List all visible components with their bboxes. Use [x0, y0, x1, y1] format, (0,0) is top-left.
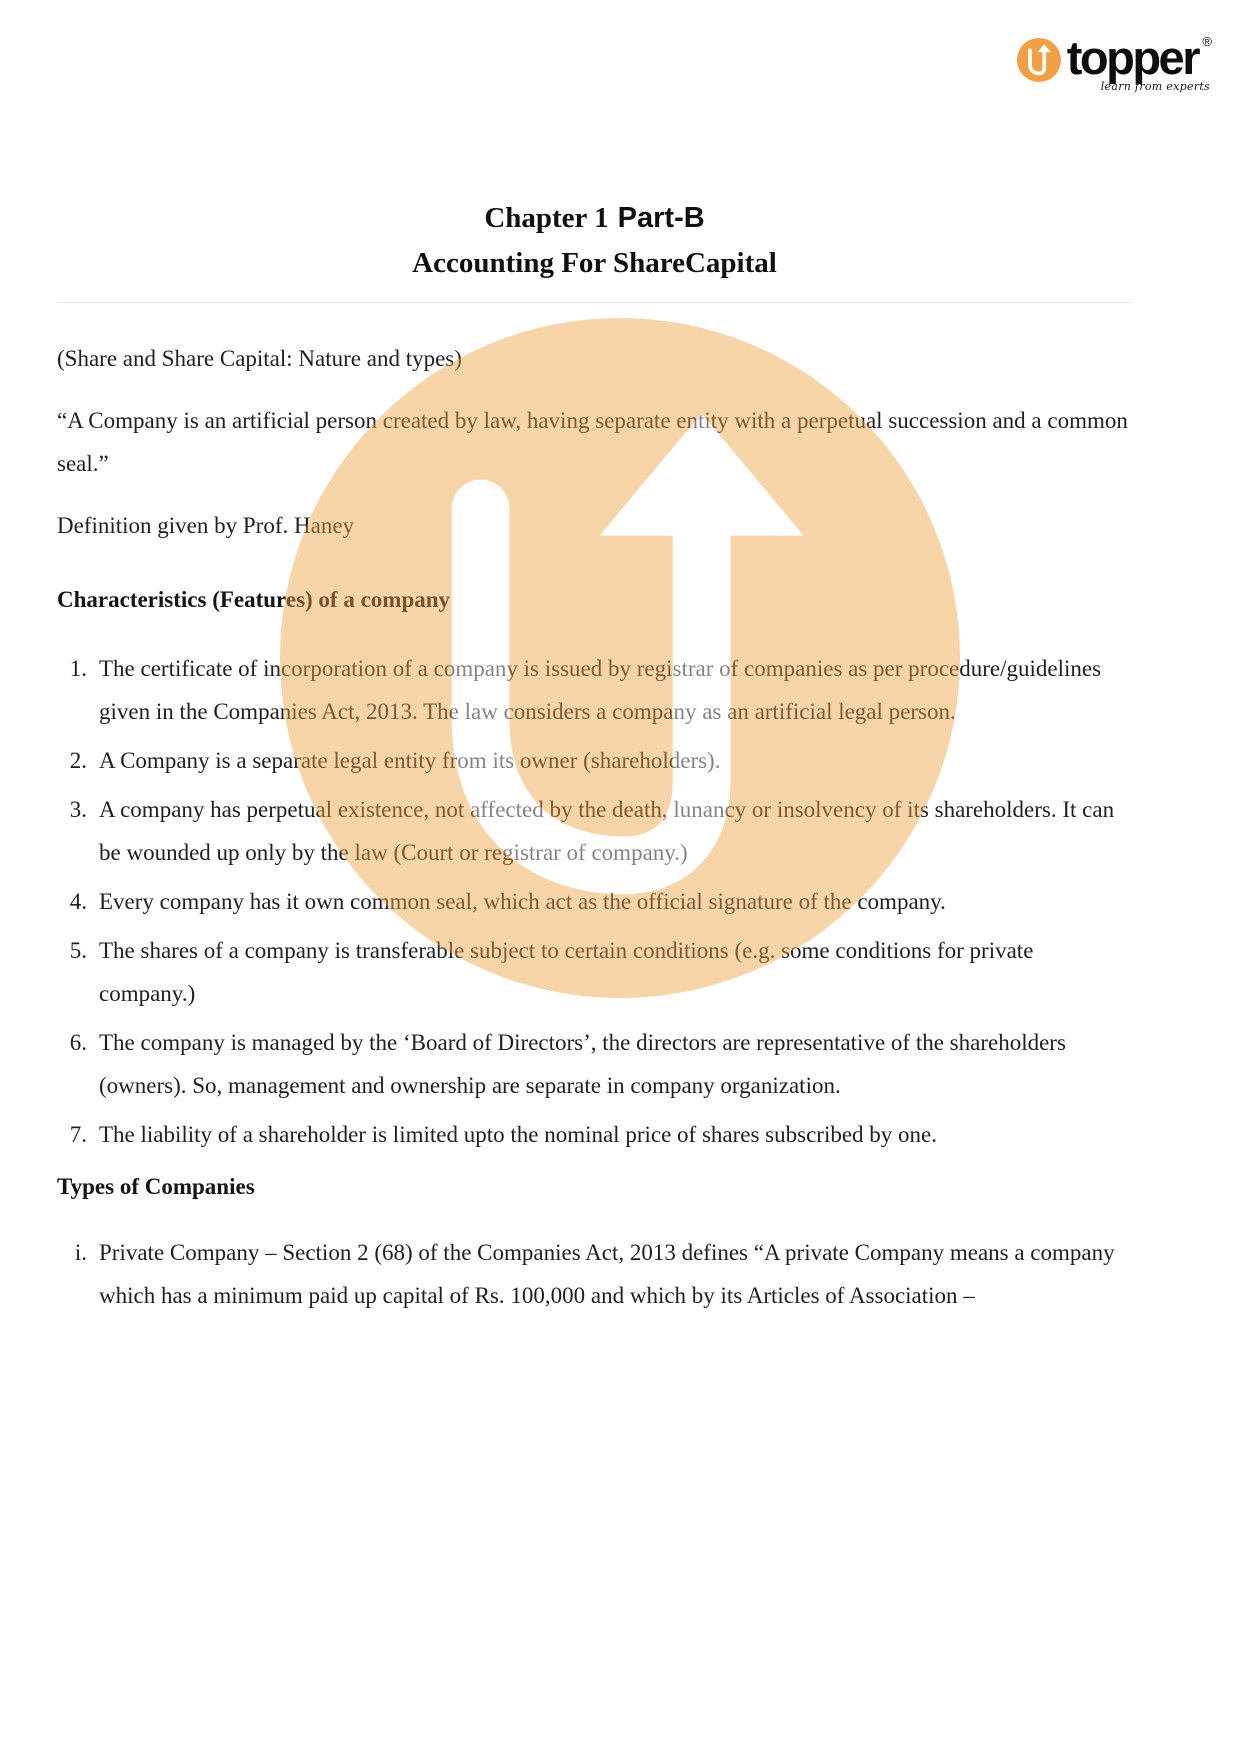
list-item-text: A company has perpetual existence, not affected by the death, lunancy or insolvency of its shareholders. It can be wounded up only by the law (Court or registrar of company.)	[99, 797, 1115, 865]
definition-quote: “A Company is an artificial person created by law, having separate entity with a perpetual succession and a common seal.”	[57, 408, 1128, 476]
divider-line	[57, 302, 1132, 303]
list-item	[61, 880, 1132, 923]
utopper-mark-icon	[1017, 38, 1061, 82]
chapter-title-sans: Part-B	[617, 202, 705, 234]
list-item	[61, 1231, 1132, 1317]
brand-word-block	[1066, 31, 1212, 93]
list-item-marker: i.	[74, 1240, 87, 1265]
list-item-text: The liability of a shareholder is limited upto the nominal price of shares subscribed by one.	[99, 1122, 938, 1147]
characteristics-list	[57, 647, 1132, 1156]
list-item-text: The certificate of incorporation of a company is issued by registrar of companies as per procedure/guidelines given in the Companies Act, 2013. The law considers a company as an artificial legal person.	[99, 656, 1102, 724]
definition-attribution: Definition given by Prof. Haney	[57, 513, 355, 538]
brand-logo	[1017, 31, 1212, 93]
title-block	[57, 196, 1132, 286]
chapter-title-serif: Chapter 1	[484, 202, 609, 234]
list-item-marker: 7.	[69, 1122, 87, 1147]
registered-trademark-symbol: ®	[1202, 34, 1212, 49]
subtitle-paragraph: (Share and Share Capital: Nature and types)	[57, 346, 462, 371]
list-item-text: A Company is a separate legal entity from its owner (shareholders).	[99, 748, 721, 773]
list-item-marker: 6.	[69, 1030, 87, 1055]
list-item-marker: 5.	[69, 938, 87, 963]
list-item-marker: 2.	[69, 748, 87, 773]
types-list	[57, 1231, 1132, 1317]
chapter-title	[57, 196, 1132, 241]
list-item-marker: 1.	[69, 656, 87, 681]
logo-circle	[1017, 38, 1061, 82]
document-title: Accounting For ShareCapital	[412, 247, 777, 279]
list-item	[61, 739, 1132, 782]
brand-wordmark: topper	[1066, 31, 1198, 84]
document-content	[0, 196, 1240, 1317]
characteristics-heading: Characteristics (Features) of a company	[57, 587, 451, 612]
list-item	[61, 1021, 1132, 1107]
list-item-text: Every company has it own common seal, which act as the official signature of the company.	[99, 889, 946, 914]
brand-tagline: learn from experts	[1100, 80, 1210, 93]
types-heading: Types of Companies	[57, 1174, 255, 1199]
list-item-marker: 3.	[69, 797, 87, 822]
list-item-text: Private Company – Section 2 (68) of the Companies Act, 2013 defines “A private Company means a company which has a minimum paid up capital of Rs. 100,000 and which by its Articles of Association –	[99, 1240, 1115, 1308]
list-item-text: The company is managed by the ‘Board of Directors’, the directors are representative of the shareholders (owners). So, management and ownership are separate in company organization.	[99, 1030, 1066, 1098]
list-item	[61, 1113, 1132, 1156]
list-item-marker: 4.	[69, 889, 87, 914]
list-item	[61, 788, 1132, 874]
list-item	[61, 929, 1132, 1015]
list-item-text: The shares of a company is transferable subject to certain conditions (e.g. some conditions for private company.)	[99, 938, 1034, 1006]
list-item	[61, 647, 1132, 733]
